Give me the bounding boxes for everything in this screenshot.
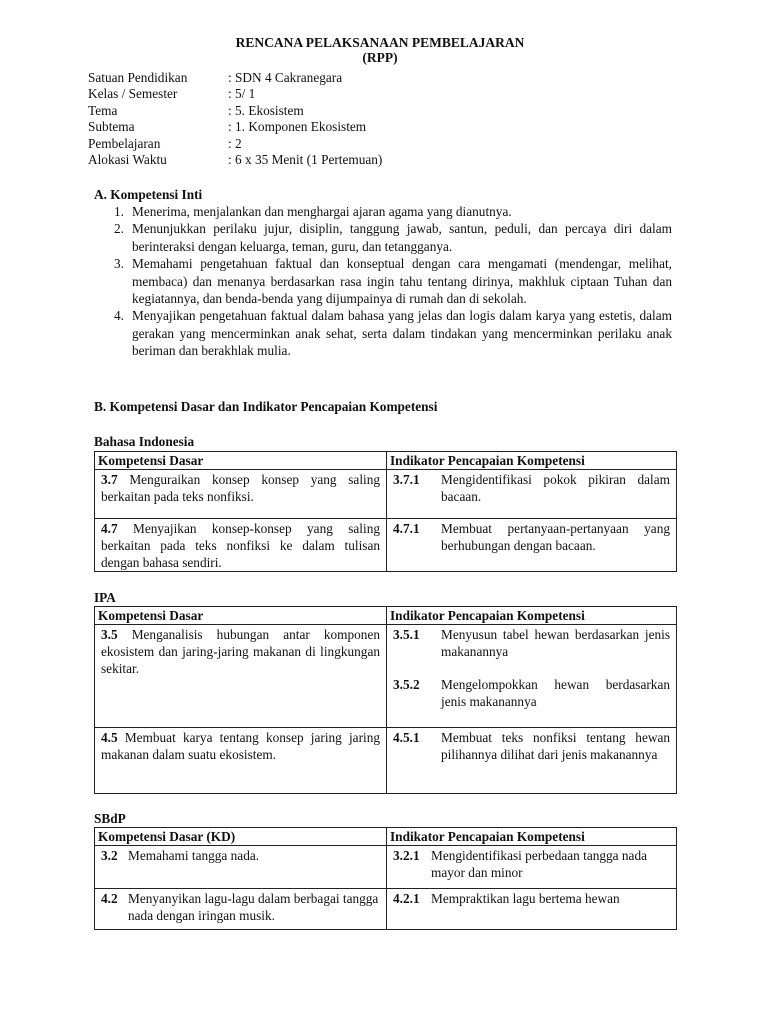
list-text: Memahami pengetahuan faktual dan konseptual dengan cara mengamati (mendengar, melihat, membaca) dan menanya berdasarkan rasa ingin tahu tentang dirinya, makhluk ciptaan Tuhan dan kegiatannya, dan benda-benda yang dijumpainya di rumah dan di sekolah. bbox=[132, 256, 672, 307]
indicator-cell bbox=[387, 728, 677, 794]
section-heading-kompetensi-dasar: B. Kompetensi Dasar dan Indikator Pencapaian Kompetensi bbox=[94, 399, 438, 414]
column-header: Indikator Pencapaian Kompetensi bbox=[387, 452, 677, 470]
list-number: 2. bbox=[114, 221, 124, 237]
indicator-cell bbox=[387, 470, 677, 519]
indicator-cell bbox=[387, 519, 677, 572]
kd-table-bahasa-indonesia bbox=[94, 451, 677, 572]
identity-row bbox=[88, 136, 382, 152]
column-header: Indikator Pencapaian Kompetensi bbox=[387, 607, 677, 625]
list-text: Menyajikan pengetahuan faktual dalam bahasa yang jelas dan logis dalam karya yang estetis, dalam gerakan yang mencerminkan anak sehat, serta dalam tindakan yang mencerminkan perilaku anak beriman dan berakhlak mulia. bbox=[132, 308, 672, 359]
kd-cell bbox=[95, 846, 387, 889]
kd-cell bbox=[95, 728, 387, 794]
kd-code: 3.5 bbox=[101, 627, 118, 642]
indicator-cell bbox=[387, 625, 677, 728]
table-row bbox=[95, 728, 677, 794]
kd-table-ipa bbox=[94, 606, 677, 794]
document-subtitle: (RPP) bbox=[362, 50, 398, 65]
list-item bbox=[114, 220, 672, 255]
identity-row bbox=[88, 86, 382, 102]
indicator-text: Menyusun tabel hewan berdasarkan jenis makanannya bbox=[441, 627, 670, 659]
column-header: Kompetensi Dasar bbox=[95, 452, 387, 470]
kd-code: 4.2 bbox=[101, 891, 118, 906]
table-row bbox=[95, 625, 677, 728]
list-number: 4. bbox=[114, 308, 124, 324]
identity-row bbox=[88, 70, 382, 86]
list-item bbox=[114, 307, 672, 359]
indicator-text: Membuat pertanyaan-pertanyaan yang berhubungan dengan bacaan. bbox=[441, 521, 670, 553]
identity-row bbox=[88, 103, 382, 119]
identity-key: Alokasi Waktu bbox=[88, 152, 167, 168]
kd-text: Memahami tangga nada. bbox=[128, 848, 260, 863]
list-number: 1. bbox=[114, 204, 124, 219]
identity-value: : SDN 4 Cakranegara bbox=[228, 70, 343, 85]
identity-value: : 2 bbox=[228, 135, 242, 151]
indicator-text: Membuat teks nonfiksi tentang hewan pilihannya dilihat dari jenis makanannya bbox=[441, 730, 670, 762]
identity-value: : 5/ 1 bbox=[228, 86, 256, 102]
list-number: 3. bbox=[114, 256, 124, 272]
identity-key: Kelas / Semester bbox=[88, 86, 178, 102]
table-header-row bbox=[95, 828, 677, 846]
identity-table bbox=[88, 70, 382, 168]
indicator-code: 4.7.1 bbox=[393, 521, 420, 536]
identity-row bbox=[88, 152, 382, 168]
identity-key: Pembelajaran bbox=[88, 135, 161, 151]
column-header: Kompetensi Dasar bbox=[95, 607, 387, 625]
identity-value: : 1. Komponen Ekosistem bbox=[228, 119, 367, 135]
indicator-text: Mengidentifikasi perbedaan tangga nada mayor dan minor bbox=[431, 848, 647, 880]
table-header-row bbox=[95, 452, 677, 470]
kd-text: Menyajikan konsep-konsep yang saling berkaitan pada teks nonfiksi ke dalam tulisan dengan bahasa sendiri. bbox=[101, 521, 380, 570]
indicator-code: 3.2.1 bbox=[393, 848, 420, 863]
kd-code: 4.7 bbox=[101, 521, 118, 536]
kd-text: Membuat karya tentang konsep jaring jaring makanan dalam suatu ekosistem. bbox=[101, 730, 381, 762]
indicator-text: Mempraktikan lagu bertema hewan bbox=[431, 891, 620, 906]
table-row bbox=[95, 470, 677, 519]
kd-code: 3.2 bbox=[101, 848, 118, 863]
indicator-cell bbox=[387, 846, 677, 889]
identity-key: Satuan Pendidikan bbox=[88, 70, 188, 85]
identity-key: Subtema bbox=[88, 119, 135, 135]
indicator-cell bbox=[387, 889, 677, 930]
column-header: Kompetensi Dasar (KD) bbox=[95, 828, 387, 846]
kd-text: Menyanyikan lagu-lagu dalam berbagai tangga nada dengan iringan musik. bbox=[128, 891, 379, 923]
kompetensi-inti-list bbox=[114, 203, 672, 360]
indicator-code: 4.5.1 bbox=[393, 730, 420, 745]
table-row bbox=[95, 889, 677, 930]
kd-text: Menganalisis hubungan antar komponen ekosistem dan jaring-jaring makanan di lingkungan sekitar. bbox=[101, 627, 380, 676]
kd-cell bbox=[95, 889, 387, 930]
subject-heading-ipa: IPA bbox=[94, 590, 116, 605]
identity-key: Tema bbox=[88, 102, 118, 118]
kd-code: 4.5 bbox=[101, 730, 118, 745]
kd-code: 3.7 bbox=[101, 472, 118, 487]
list-item bbox=[114, 203, 672, 220]
section-heading-kompetensi-inti: A. Kompetensi Inti bbox=[94, 187, 203, 202]
table-row bbox=[95, 519, 677, 572]
list-text: Menerima, menjalankan dan menghargai ajaran agama yang dianutnya. bbox=[132, 204, 512, 219]
indicator-code: 4.2.1 bbox=[393, 891, 420, 906]
kd-table-sbdp bbox=[94, 827, 677, 930]
indicator-code: 3.5.2 bbox=[393, 677, 420, 692]
identity-value: : 5. Ekosistem bbox=[228, 102, 304, 118]
table-row bbox=[95, 846, 677, 889]
indicator-code: 3.5.1 bbox=[393, 627, 420, 642]
kd-cell bbox=[95, 519, 387, 572]
kd-cell bbox=[95, 470, 387, 519]
subject-heading-sbdp: SBdP bbox=[94, 811, 126, 826]
list-text: Menunjukkan perilaku jujur, disiplin, tanggung jawab, santun, peduli, dan percaya diri dalam berinteraksi dengan keluarga, teman, guru, dan tetangganya. bbox=[132, 221, 672, 254]
indicator-code: 3.7.1 bbox=[393, 472, 420, 487]
column-header: Indikator Pencapaian Kompetensi bbox=[387, 828, 677, 846]
indicator-text: Mengelompokkan hewan berdasarkan jenis makanannya bbox=[441, 677, 670, 709]
table-header-row bbox=[95, 607, 677, 625]
subject-heading-bahasa-indonesia: Bahasa Indonesia bbox=[94, 434, 195, 449]
indicator-text: Mengidentifikasi pokok pikiran dalam bacaan. bbox=[441, 472, 670, 504]
identity-value: : 6 x 35 Menit (1 Pertemuan) bbox=[228, 152, 383, 168]
kd-cell bbox=[95, 625, 387, 728]
kd-text: Menguraikan konsep konsep yang saling berkaitan pada teks nonfiksi. bbox=[101, 472, 381, 504]
document-title: RENCANA PELAKSANAAN PEMBELAJARAN bbox=[235, 35, 525, 50]
identity-row bbox=[88, 119, 382, 135]
list-item bbox=[114, 255, 672, 307]
